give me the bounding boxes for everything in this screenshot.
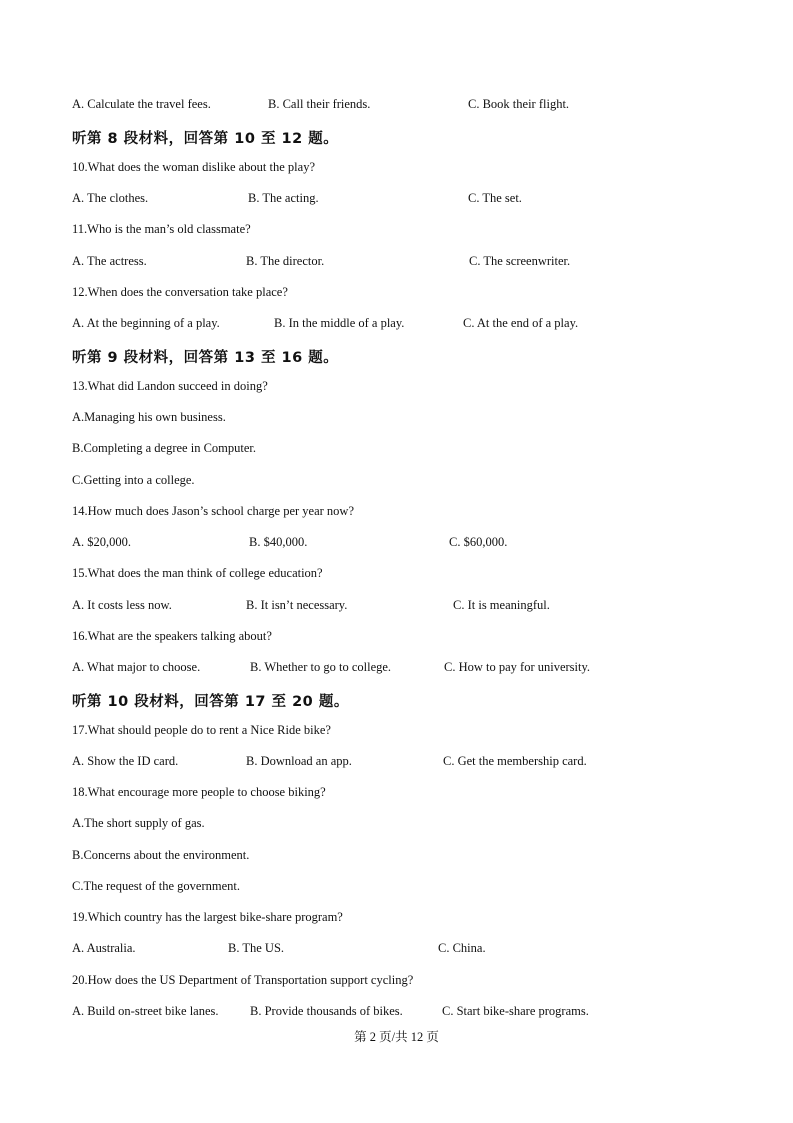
q19-option-c: C. China. (438, 941, 486, 955)
q15-option-b: B. It isn’t necessary. (246, 598, 348, 612)
q16-option-c: C. How to pay for university. (444, 660, 591, 674)
q17-option-c: C. Get the membership card. (443, 754, 587, 768)
question-14: 14.How much does Jason’s school charge per year now? (72, 504, 354, 518)
question-18: 18.What encourage more people to choose biking? (72, 785, 326, 799)
option-b: B. Call their friends. (268, 97, 371, 111)
q12-option-c: C. At the end of a play. (463, 316, 579, 330)
question-20: 20.How does the US Department of Transportation support cycling? (72, 973, 414, 987)
question-13: 13.What did Landon succeed in doing? (72, 379, 268, 393)
q14-option-c: C. $60,000. (449, 535, 508, 549)
option-c: C. Book their flight. (468, 97, 570, 111)
q10-option-c: C. The set. (468, 191, 522, 205)
section-8-heading: 听第 8 段材料，回答第 10 至 12 题。 (72, 131, 339, 147)
q12-option-a: A. At the beginning of a play. (72, 316, 220, 330)
question-17: 17.What should people do to rent a Nice Ride bike? (72, 723, 331, 737)
q14-option-a: A. $20,000. (72, 535, 132, 549)
q15-option-a: A. It costs less now. (72, 598, 172, 612)
question-12: 12.When does the conversation take place? (72, 285, 288, 299)
q10-option-a: A. The clothes. (72, 191, 149, 205)
question-15: 15.What does the man think of college education? (72, 566, 323, 580)
q12-option-b: B. In the middle of a play. (274, 316, 405, 330)
q20-option-a: A. Build on-street bike lanes. (72, 1004, 219, 1018)
question-16: 16.What are the speakers talking about? (72, 629, 272, 643)
q17-option-a: A. Show the ID card. (72, 754, 179, 768)
q20-option-b: B. Provide thousands of bikes. (250, 1004, 403, 1018)
section-9-heading: 听第 9 段材料，回答第 13 至 16 题。 (72, 350, 339, 366)
q19-option-b: B. The US. (228, 941, 285, 955)
question-10: 10.What does the woman dislike about the play? (72, 160, 315, 174)
q18-option-b: B.Concerns about the environment. (72, 848, 250, 862)
page-footer: 第 2 页/共 12 页 (354, 1030, 439, 1044)
q16-option-b: B. Whether to go to college. (250, 660, 392, 674)
q14-option-b: B. $40,000. (249, 535, 308, 549)
q19-option-a: A. Australia. (72, 941, 136, 955)
q20-option-c: C. Start bike-share programs. (442, 1004, 589, 1018)
q13-option-a: A.Managing his own business. (72, 410, 226, 424)
question-19: 19.Which country has the largest bike-share program? (72, 910, 343, 924)
q11-option-c: C. The screenwriter. (469, 254, 571, 268)
q10-option-b: B. The acting. (248, 191, 319, 205)
q11-option-b: B. The director. (246, 254, 325, 268)
section-10-heading: 听第 10 段材料，回答第 17 至 20 题。 (72, 694, 349, 710)
option-a: A. Calculate the travel fees. (72, 97, 211, 111)
q17-option-b: B. Download an app. (246, 754, 352, 768)
q16-option-a: A. What major to choose. (72, 660, 201, 674)
q13-option-b: B.Completing a degree in Computer. (72, 441, 256, 455)
q18-option-c: C.The request of the government. (72, 879, 241, 893)
question-11: 11.Who is the man’s old classmate? (72, 222, 251, 236)
q15-option-c: C. It is meaningful. (453, 598, 550, 612)
q18-option-a: A.The short supply of gas. (72, 816, 205, 830)
q11-option-a: A. The actress. (72, 254, 147, 268)
q13-option-c: C.Getting into a college. (72, 473, 195, 487)
